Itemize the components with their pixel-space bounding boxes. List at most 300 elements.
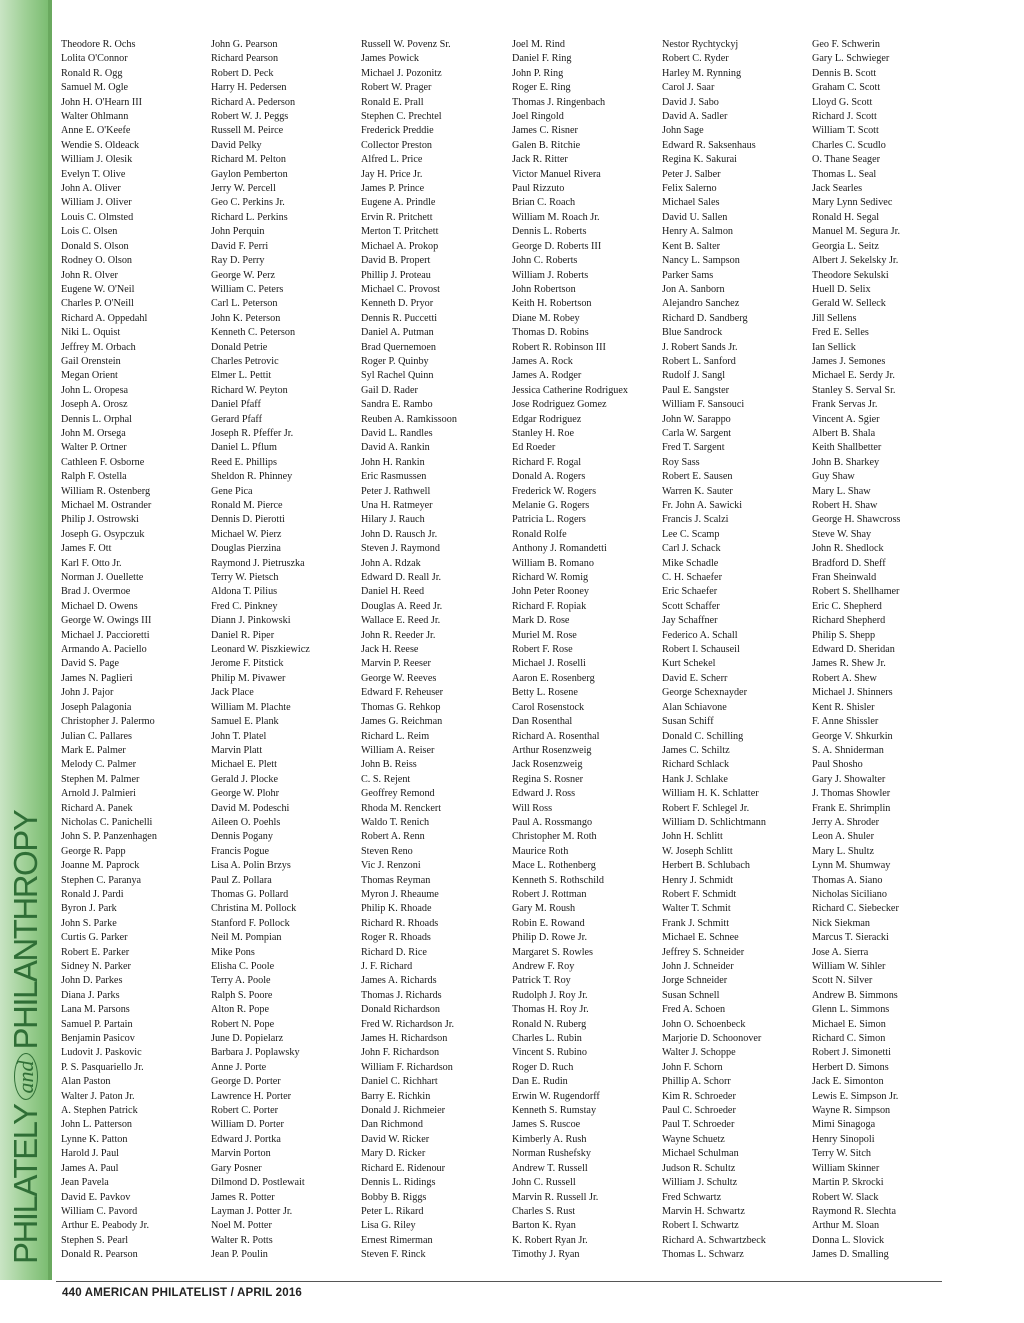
donor-name: Ronald H. Segal — [812, 211, 880, 223]
donor-name: John R. Reeder Jr. — [361, 629, 436, 641]
donor-name: Lloyd G. Scott — [812, 96, 873, 108]
donor-name: Dennis L. Ridings — [361, 1177, 436, 1189]
donor-name: Robert R. Robinson III — [512, 341, 606, 353]
donor-name: Raymond R. Slechta — [812, 1205, 897, 1217]
donor-name: Donald Richardson — [361, 1004, 440, 1016]
donor-name: Joseph G. Osypczuk — [61, 528, 145, 540]
donor-name: Daniel R. Piper — [211, 629, 275, 641]
donor-name: Anthony J. Romandetti — [512, 543, 607, 555]
donor-name: F. Anne Shissler — [812, 716, 879, 728]
donor-name: Muriel M. Rose — [512, 629, 577, 641]
donor-name: Una H. Ratmeyer — [361, 500, 433, 511]
donor-name: Richard Schlack — [662, 759, 730, 771]
donor-name: Mike Schadle — [662, 557, 719, 569]
donor-name: Terry A. Poole — [211, 975, 271, 987]
donor-name: William A. Reiser — [361, 744, 435, 756]
donor-name: Patricia L. Rogers — [512, 514, 586, 526]
donor-name: Brad Quernemoen — [361, 341, 436, 353]
donor-name: Herbert D. Simons — [812, 1061, 889, 1073]
donor-name: Robert S. Shellhamer — [812, 586, 900, 598]
donor-name: James C. Schiltz — [662, 744, 730, 756]
donor-name: Melody C. Palmer — [61, 759, 136, 771]
donor-name: Charles P. O'Neill — [61, 298, 134, 310]
page-number: 440 — [62, 1287, 82, 1299]
donor-name: Mark E. Palmer — [61, 744, 126, 756]
donor-name: Carl J. Schack — [662, 543, 721, 555]
donor-name: Wayne Schuetz — [662, 1133, 725, 1145]
donor-name: John M. Orsega — [61, 427, 126, 439]
donor-name: Richard F. Rogal — [512, 456, 582, 468]
donor-name: Ronald Rolfe — [512, 528, 567, 540]
donor-name: Thomas L. Schwarz — [662, 1249, 744, 1261]
donor-name: Fred E. Selles — [812, 327, 869, 339]
publication-line: AMERICAN PHILATELIST / APRIL 2016 — [84, 1287, 303, 1299]
donor-name: Aileen O. Poehls — [211, 816, 281, 828]
donor-name: Jack Searles — [812, 183, 863, 195]
donor-name: Diana J. Parks — [61, 989, 120, 1001]
donor-name: John H. O'Hearn III — [61, 96, 143, 108]
donor-name: Donald S. Olson — [61, 240, 129, 252]
donor-name: Susan Schnell — [662, 989, 720, 1001]
donor-name: Judson R. Schultz — [662, 1162, 736, 1174]
donor-name: Michael C. Provost — [361, 283, 440, 295]
donor-name: Donald Petrie — [211, 341, 268, 353]
donor-name: George W. Plohr — [211, 788, 280, 800]
donor-name: Aaron E. Rosenberg — [512, 672, 595, 684]
donor-name: Christina M. Pollock — [211, 903, 297, 915]
donor-name: Kurt Schekel — [662, 658, 716, 670]
donor-name: Jon A. Sanborn — [662, 283, 725, 295]
donor-name: Georgia L. Seitz — [812, 240, 879, 252]
donor-name: Elisha C. Poole — [211, 961, 275, 972]
donor-name: Nicholas Siciliano — [812, 888, 887, 900]
donor-name: Roy Sass — [662, 456, 700, 468]
name-column-2 — [211, 38, 361, 1263]
donor-name: Michael E. Schnee — [662, 932, 739, 944]
donor-name: Ronald J. Pardi — [61, 888, 124, 900]
donor-name: Fr. John A. Sawicki — [662, 500, 743, 511]
donor-name: Jose Rodriguez Gomez — [512, 399, 607, 411]
donor-name: David A. Rankin — [361, 442, 430, 454]
donor-name: Dennis R. Puccetti — [361, 312, 438, 324]
donor-name: Michael J. Roselli — [512, 658, 586, 670]
donor-name: Gene Pica — [211, 485, 253, 497]
side-title-right: PHILANTHROPY — [7, 810, 44, 1050]
donor-name: John O. Schoenbeck — [662, 1018, 746, 1030]
donor-name: Joseph R. Pfeffer Jr. — [211, 427, 294, 439]
names-grid — [61, 38, 961, 1270]
donor-name: Russell M. Peirce — [211, 125, 284, 137]
donor-name: Richard D. Rice — [361, 946, 427, 958]
name-column-5 — [662, 38, 812, 1263]
donor-name: David E. Scherr — [662, 672, 728, 684]
donor-name: Nancy L. Sampson — [662, 255, 740, 267]
donor-name: Nick Siekman — [812, 917, 871, 929]
donor-name: Melanie G. Rogers — [512, 500, 590, 511]
donor-name: Fred C. Pinkney — [211, 600, 278, 612]
donor-name: Thomas Reyman — [361, 874, 431, 886]
donor-name: Richard C. Siebecker — [812, 903, 899, 915]
donor-name: Maurice Roth — [512, 845, 569, 857]
donor-name: Robert I. Schauseil — [662, 644, 740, 656]
donor-name: Aldona T. Pilius — [211, 586, 278, 598]
donor-name: Michael M. Ostrander — [61, 500, 152, 511]
donor-name: Thomas L. Seal — [812, 168, 877, 180]
donor-name: Samuel P. Partain — [61, 1018, 133, 1030]
donor-name: Frederick Preddie — [361, 125, 434, 137]
donor-name: William C. Pavord — [61, 1205, 138, 1217]
donor-name: David L. Randles — [361, 427, 433, 439]
donor-name: Robert F. Schmidt — [662, 888, 737, 900]
donor-name: Alfred L. Price — [361, 154, 423, 166]
donor-name: Diann J. Pinkowski — [211, 615, 291, 627]
donor-name: Jorge Schneider — [662, 975, 728, 987]
donor-name: John F. Schorn — [662, 1061, 723, 1073]
donor-name: Albert B. Shala — [812, 427, 876, 439]
donor-name: John J. Schneider — [662, 961, 734, 972]
donor-name: Niki L. Oquist — [61, 327, 121, 339]
donor-name: James A. Rock — [512, 355, 573, 367]
donor-name: Lynne K. Patton — [61, 1133, 128, 1145]
donor-name: Donna L. Slovick — [812, 1234, 885, 1246]
donor-name: Alton R. Pope — [211, 1004, 270, 1016]
donor-name: John B. Reiss — [361, 759, 417, 771]
donor-name: Neil M. Pompian — [211, 932, 282, 944]
donor-name: Anne E. O'Keefe — [61, 125, 131, 137]
donor-name: George V. Shkurkin — [812, 730, 893, 742]
donor-name: Daniel L. Pflum — [211, 442, 277, 454]
donor-name: Diane M. Robey — [512, 312, 580, 324]
donor-name: James A. Rodger — [512, 370, 582, 382]
donor-name: Huell D. Selix — [812, 283, 871, 295]
donor-name: Timothy J. Ryan — [512, 1249, 580, 1261]
donor-name: Ronald M. Pierce — [211, 500, 283, 511]
donor-name: Philip D. Rowe Jr. — [512, 932, 587, 944]
donor-name: Mary Lynn Sedivec — [812, 197, 893, 209]
donor-name: Kent R. Shisler — [812, 701, 875, 713]
donor-name: William M. Roach Jr. — [512, 211, 600, 223]
donor-name: John H. Rankin — [361, 456, 425, 468]
donor-name: Donald R. Pearson — [61, 1249, 138, 1261]
donor-name: Ed Roeder — [512, 442, 556, 454]
donor-name: Walter R. Potts — [211, 1234, 273, 1246]
donor-name: Robert A. Shew — [812, 672, 877, 684]
donor-name: Fred W. Richardson Jr. — [361, 1018, 455, 1030]
donor-name: Alan Schiavone — [662, 701, 727, 713]
donor-name: Gary Posner — [211, 1162, 262, 1174]
donor-name: Jose A. Sierra — [812, 946, 869, 958]
donor-name: Reuben A. Ramkissoon — [361, 413, 457, 425]
donor-name: Philip J. Ostrowski — [61, 514, 139, 526]
donor-name: Daniel A. Putman — [361, 327, 434, 339]
donor-name: Stephen M. Palmer — [61, 773, 140, 785]
donor-name: Robert C. Porter — [211, 1105, 279, 1117]
donor-name: Richard R. Rhoads — [361, 917, 439, 929]
donor-name: Richard Pearson — [211, 53, 279, 65]
donor-name: Harry H. Pedersen — [211, 82, 287, 94]
donor-name: Myron J. Rheaume — [361, 888, 439, 900]
donor-name: Ervin R. Pritchett — [361, 211, 433, 223]
donor-name: P. S. Pasquariello Jr. — [61, 1061, 144, 1073]
donor-name: Fran Sheinwald — [812, 572, 877, 584]
donor-name: William J. Schultz — [662, 1177, 738, 1189]
donor-name: Christopher J. Palermo — [61, 716, 155, 728]
donor-name: Stanford F. Pollock — [211, 917, 290, 929]
donor-name: Jack H. Reese — [361, 644, 419, 656]
donor-name: Richard A. Panek — [61, 802, 133, 814]
donor-name: John A. Rdzak — [361, 557, 421, 569]
donor-name: Edgar Rodriguez — [512, 413, 582, 425]
donor-name: John A. Oliver — [61, 183, 121, 195]
donor-name: Paul E. Sangster — [662, 384, 730, 396]
donor-name: Merton T. Pritchett — [361, 226, 439, 238]
donor-name: David B. Propert — [361, 255, 431, 267]
donor-name: Paul C. Schroeder — [662, 1105, 736, 1117]
donor-name: Noel M. Potter — [211, 1220, 272, 1232]
donor-name: Jay Schaffner — [662, 615, 718, 627]
donor-name: George W. Perz — [211, 269, 276, 281]
donor-name: Walter P. Ortner — [61, 442, 127, 454]
donor-name: Roger D. Ruch — [512, 1061, 574, 1073]
donor-name: Federico A. Schall — [662, 629, 738, 641]
donor-name: J. Thomas Showler — [812, 788, 891, 800]
donor-name: Walter Ohlmann — [61, 111, 129, 123]
donor-name: John C. Roberts — [512, 255, 578, 267]
donor-name: Stanley H. Roe — [512, 427, 574, 439]
donor-name: Sheldon R. Phinney — [211, 471, 293, 483]
donor-name: Louis C. Olmsted — [61, 211, 134, 223]
donor-name: George W. Owings III — [61, 615, 152, 627]
donor-name: Curtis G. Parker — [61, 932, 128, 944]
donor-name: Syl Rachel Quinn — [361, 370, 434, 382]
donor-name: Gail D. Rader — [361, 384, 418, 396]
donor-name: Parker Sams — [662, 269, 714, 281]
donor-name: William H. K. Schlatter — [662, 788, 759, 800]
donor-name: Philip S. Shepp — [812, 629, 876, 641]
donor-name: Jack R. Ritter — [512, 154, 568, 166]
donor-name: John Sage — [662, 125, 704, 137]
donor-name: George R. Papp — [61, 845, 126, 857]
donor-name: Jerry W. Percell — [211, 183, 276, 195]
donor-name: Mark D. Rose — [512, 615, 570, 627]
donor-name: Carla W. Sargent — [662, 427, 732, 439]
donor-name: Thomas J. Richards — [361, 989, 442, 1001]
donor-name: Gary L. Schwieger — [812, 53, 890, 65]
donor-name: Norman Rushefsky — [512, 1148, 591, 1160]
donor-name: Collector Preston — [361, 139, 433, 151]
donor-name: Geoffrey Remond — [361, 788, 435, 800]
side-band-edge — [48, 0, 52, 1280]
donor-name: Jack Rosenzweig — [512, 759, 583, 771]
donor-name: George D. Roberts III — [512, 240, 602, 252]
donor-name: Jeffrey S. Schneider — [662, 946, 745, 958]
donor-name: Kenneth C. Peterson — [211, 327, 296, 339]
donor-name: S. A. Shniderman — [812, 744, 884, 756]
donor-name: Mike Pons — [211, 946, 255, 958]
donor-name: Henry A. Salmon — [662, 226, 734, 238]
donor-name: Dilmond D. Postlewait — [211, 1177, 305, 1189]
donor-name: Kim R. Schroeder — [662, 1090, 736, 1102]
donor-name: Richard M. Pelton — [211, 154, 286, 166]
donor-name: W. Joseph Schlitt — [662, 845, 733, 857]
donor-name: Paul Rizzuto — [512, 183, 565, 195]
side-title — [4, 764, 48, 1264]
donor-name: William D. Schlichtmann — [662, 816, 766, 828]
donor-name: Raymond J. Pietruszka — [211, 557, 305, 569]
donor-name: Michael Schulman — [662, 1148, 739, 1160]
donor-name: William R. Ostenberg — [61, 485, 151, 497]
donor-name: Hank J. Schlake — [662, 773, 728, 785]
donor-name: Edward D. Sheridan — [812, 644, 895, 656]
donor-name: Armando A. Paciello — [61, 644, 147, 656]
donor-name: Blue Sandrock — [662, 327, 723, 339]
donor-name: Reed E. Phillips — [211, 456, 277, 468]
donor-name: Susan Schiff — [662, 716, 714, 728]
donor-name: Ronald N. Ruberg — [512, 1018, 587, 1030]
donor-name: Michael D. Owens — [61, 600, 138, 612]
donor-name: Ronald E. Prall — [361, 96, 424, 108]
donor-name: Julian C. Pallares — [61, 730, 133, 742]
donor-name: Richard L. Perkins — [211, 211, 288, 223]
donor-name: Jerry A. Shroder — [812, 816, 880, 828]
donor-name: Megan Orient — [61, 370, 118, 382]
donor-name: William M. Plachte — [211, 701, 291, 713]
donor-name: Galen B. Ritchie — [512, 139, 581, 151]
donor-name: Francis Pogue — [211, 845, 270, 857]
donor-name: David A. Sadler — [662, 111, 728, 123]
donor-name: Alan Paston — [61, 1076, 111, 1088]
donor-name: John S. Parke — [61, 917, 117, 929]
donor-name: Jay H. Price Jr. — [361, 168, 423, 180]
donor-name: Kenneth S. Rothschild — [512, 874, 604, 886]
donor-name: Kenneth S. Rumstay — [512, 1105, 597, 1117]
donor-name: Michael J. Shinners — [812, 687, 893, 699]
donor-name: Mary L. Shaw — [812, 485, 871, 497]
donor-name: James R. Shew Jr. — [812, 658, 886, 670]
donor-name: Joseph A. Orosz — [61, 399, 128, 411]
donor-name: Thomas A. Siano — [812, 874, 883, 886]
donor-name: John D. Parkes — [61, 975, 123, 987]
donor-name: Donald A. Rogers — [512, 471, 586, 483]
donor-name: John Perquin — [211, 226, 265, 238]
donor-name: Stephen S. Pearl — [61, 1234, 129, 1246]
donor-name: Ralph S. Poore — [211, 989, 273, 1001]
donor-name: William J. Roberts — [512, 269, 589, 281]
donor-name: Fred T. Sargent — [662, 442, 725, 454]
donor-name: Barry E. Richkin — [361, 1090, 431, 1102]
donor-name: Steven Reno — [361, 845, 413, 857]
donor-name: Edward F. Reheuser — [361, 687, 444, 699]
donor-name: Dennis B. Scott — [812, 67, 877, 79]
donor-name: Stephen C. Paranya — [61, 874, 142, 886]
donor-name: Lolita O'Connor — [61, 53, 128, 65]
donor-name: Carol J. Saar — [662, 82, 715, 94]
donor-name: George Schexnayder — [662, 687, 747, 699]
donor-name: Peter J. Salber — [662, 168, 721, 180]
donor-name: Carl L. Peterson — [211, 298, 278, 310]
donor-name: Richard A. Schwartzbeck — [662, 1234, 766, 1246]
donor-name: Dennis L. Orphal — [61, 413, 133, 425]
donor-name: Frank Servas Jr. — [812, 399, 878, 411]
donor-name: Keith Shallbetter — [812, 442, 882, 454]
donor-name: Ray D. Perry — [211, 255, 265, 267]
donor-name: Steven J. Raymond — [361, 543, 440, 555]
donor-name: Arthur E. Peabody Jr. — [61, 1220, 149, 1232]
donor-name: Paul T. Schroeder — [662, 1119, 735, 1131]
donor-name: Roger R. Rhoads — [361, 932, 431, 944]
donor-name: John Robertson — [512, 283, 576, 295]
donor-name: Richard C. Simon — [812, 1033, 886, 1045]
donor-name: James R. Potter — [211, 1191, 275, 1203]
donor-name: Mace L. Rothenberg — [512, 860, 596, 872]
donor-name: Stephen C. Prechtel — [361, 111, 442, 123]
donor-name: Waldo T. Renich — [361, 816, 430, 828]
donor-name: Patrick T. Roy — [512, 975, 571, 987]
donor-name: Robert W. Slack — [812, 1191, 879, 1203]
donor-name: Manuel M. Segura Jr. — [812, 226, 900, 238]
name-column-1 — [61, 38, 211, 1263]
donor-name: Gerald W. Selleck — [812, 298, 886, 310]
donor-name: Victor Manuel Rivera — [512, 168, 601, 180]
donor-name: Douglas A. Reed Jr. — [361, 600, 443, 612]
donor-name: Arthur M. Sloan — [812, 1220, 880, 1232]
donor-name: Lee C. Scamp — [662, 528, 720, 540]
donor-name: John R. Shedlock — [812, 543, 884, 555]
donor-name: James G. Reichman — [361, 716, 443, 728]
donor-name: Warren K. Sauter — [662, 485, 733, 497]
donor-name: Nestor Rychtyckyj — [662, 39, 739, 50]
donor-name: Peter L. Rikard — [361, 1205, 424, 1217]
donor-name: Paul Shosho — [812, 759, 863, 771]
donor-name: Henry J. Schmidt — [662, 874, 734, 886]
donor-name: William D. Porter — [211, 1119, 284, 1131]
donor-name: K. Robert Ryan Jr. — [512, 1234, 588, 1246]
donor-name: Joel M. Rind — [512, 39, 565, 50]
donor-name: John L. Patterson — [61, 1119, 133, 1131]
donor-name: Vic J. Renzoni — [361, 860, 421, 872]
donor-name: Marvin H. Schwartz — [662, 1205, 745, 1217]
donor-name: Wallace E. Reed Jr. — [361, 615, 441, 627]
donor-name: Gail Orenstein — [61, 355, 121, 367]
donor-name: David E. Pavkov — [61, 1191, 131, 1203]
donor-name: Harold J. Paul — [61, 1148, 120, 1160]
donor-name: Bradford D. Sheff — [812, 557, 886, 569]
donor-name: Leonard W. Piszkiewicz — [211, 644, 310, 656]
donor-name: Thomas G. Pollard — [211, 888, 289, 900]
donor-name: Robert L. Sanford — [662, 355, 736, 367]
donor-name: Richard A. Rosenthal — [512, 730, 600, 742]
side-title-amp: and — [14, 1053, 38, 1100]
donor-name: Brian C. Roach — [512, 197, 576, 209]
donor-name: J. F. Richard — [361, 961, 413, 972]
donor-name: John S. P. Panzenhagen — [61, 831, 157, 843]
donor-name: Robert I. Schwartz — [662, 1220, 739, 1232]
donor-name: David M. Podeschi — [211, 802, 290, 814]
donor-name: Edward D. Reall Jr. — [361, 572, 442, 584]
donor-name: Richard L. Reim — [361, 730, 430, 742]
donor-name: Dan E. Rudin — [512, 1076, 568, 1088]
donor-name: Philip M. Pivawer — [211, 672, 286, 684]
donor-name: Gerald J. Plocke — [211, 773, 279, 785]
donor-name: Steven F. Rinck — [361, 1249, 426, 1261]
donor-name: Margaret S. Rowles — [512, 946, 594, 958]
donor-name: Gary J. Showalter — [812, 773, 886, 785]
donor-name: Marvin P. Reeser — [361, 658, 431, 670]
name-column-3 — [361, 38, 511, 1263]
donor-name: O. Thane Seager — [812, 154, 880, 166]
donor-name: Elmer L. Pettit — [211, 370, 272, 382]
donor-name: Wayne R. Simpson — [812, 1105, 891, 1117]
